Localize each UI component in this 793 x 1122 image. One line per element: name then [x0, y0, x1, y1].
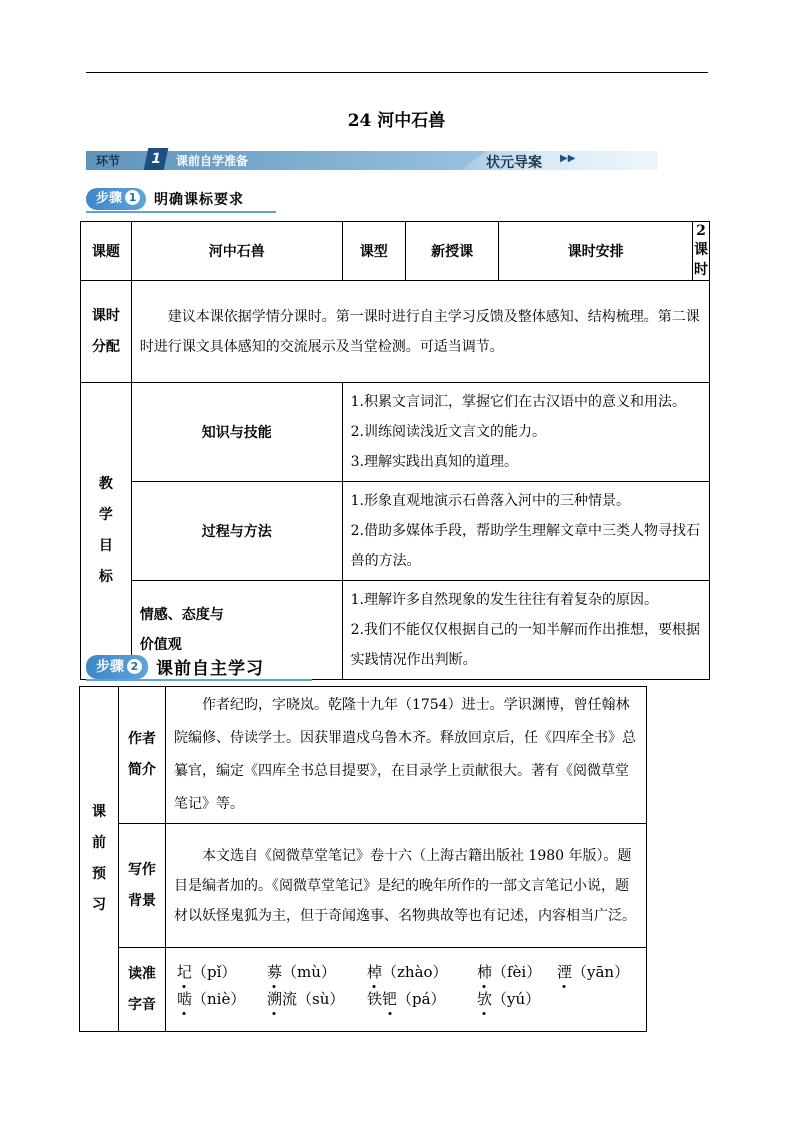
step2-badge-label: 步骤 [96, 658, 124, 675]
pron-item [177, 961, 267, 982]
step2-underline [86, 679, 312, 681]
value-cell: 2 课时 [693, 222, 710, 281]
pron-char: 啮 [176, 990, 192, 1008]
label-char: 教 [98, 476, 113, 492]
step1-header [86, 188, 244, 210]
pron-pinyin: （yān） [572, 963, 630, 981]
step2-badge [86, 655, 148, 679]
pron-pinyin: （sù） [297, 990, 345, 1008]
double-arrow-icon: ▶▶ [560, 153, 576, 164]
pron-item [367, 988, 477, 1009]
step2-title: 课前自主学习 [156, 659, 264, 679]
label-line: 简介 [127, 762, 156, 778]
label-char: 标 [98, 569, 113, 585]
goal-items [342, 383, 709, 482]
pron-char: 欤 [476, 990, 492, 1008]
value-cell: 河中石兽 [131, 222, 342, 281]
pron-pinyin: （niè） [192, 990, 246, 1008]
goal-item: 1.形象直观地演示石兽落入河中的三种情景。 [350, 493, 630, 509]
pron-item [177, 988, 267, 1009]
banner-tag: 环节 [96, 154, 121, 168]
label-char: 前 [91, 835, 106, 851]
table-row [80, 824, 647, 948]
pron-char: 募 [266, 963, 282, 981]
preview-table [79, 686, 647, 1032]
pron-pinyin: （yú） [492, 990, 541, 1008]
author-text: 作者纪昀，字晓岚。乾隆十九年（1754）进士。学识渊博，曾任翰林院编修、侍读学士。因获罪遣戍乌鲁木齐。释放回京后，任《四库全书》总纂官，编定《四库全书总目提要》，在目录学上贡献很大。著有《阅微草堂笔记》等。 [165, 687, 646, 824]
table-row [81, 281, 710, 383]
goal-category: 知识与技能 [131, 383, 342, 482]
header-rule [86, 72, 708, 73]
step1-badge-label: 步骤 [96, 191, 123, 206]
step1-badge [86, 188, 146, 210]
label-char: 习 [91, 897, 106, 913]
label-line: 价值观 [139, 637, 182, 653]
pron-pinyin: （mù） [282, 963, 336, 981]
header-cell: 课型 [342, 222, 405, 281]
goal-item: 1.积累文言词汇，掌握它们在古汉语中的意义和用法。 [350, 394, 686, 410]
table-row [80, 687, 647, 824]
banner-text: 课前自学准备 [176, 154, 249, 168]
value-cell: 新授课 [405, 222, 498, 281]
label-line: 字音 [127, 996, 156, 1013]
background-text: 本文选自《阅微草堂笔记》卷十六（上海古籍出版社 1980 年版）。题目是编者加的。《阅微草堂笔记》是纪的晚年所作的一部文言笔记小说，题材以妖怪鬼狐为主，但于奇闻逸事、名物典故等也有记述，内容相当广泛。 [165, 824, 646, 948]
label-char: 学 [98, 507, 113, 523]
table-row [81, 383, 710, 482]
label-line: 分配 [91, 338, 120, 355]
pron-char: 湮 [556, 963, 572, 981]
pron-pinyin: （fèi） [492, 963, 542, 981]
pron-pinyin: （pǐ） [192, 963, 237, 981]
step1-underline [86, 211, 276, 213]
pronunciation-grid [167, 949, 645, 1017]
goal-category: 过程与方法 [131, 482, 342, 581]
header-cell: 课题 [81, 222, 132, 281]
pron-item [367, 961, 477, 982]
label-line: 写作 [127, 861, 156, 878]
goal-label [81, 383, 132, 680]
pronunciation-label [118, 948, 165, 1032]
pron-pinyin: （zhào） [382, 963, 448, 981]
pron-char: 圮 [176, 963, 192, 981]
pron-item [477, 961, 557, 982]
label-line: 作者 [127, 731, 156, 747]
label-line: 课时 [91, 307, 120, 324]
goal-item: 2.我们不能仅仅根据自己的一知半解而作出推想，要根据实践情况作出判断。 [350, 622, 700, 668]
goal-items [342, 482, 709, 581]
pron-item [267, 988, 367, 1009]
step2-number: 2 [127, 659, 142, 674]
goal-items [342, 581, 709, 680]
label-char: 预 [91, 866, 106, 882]
pron-item [557, 961, 637, 982]
goal-item: 3.理解实践出真知的道理。 [350, 454, 518, 470]
label-line: 情感、态度与 [139, 607, 224, 623]
schedule-text: 建议本课依据学情分课时。第一课时进行自主学习反馈及整体感知、结构梳理。第二课时进行课文具体感知的交流展示及当堂检测。可适当调节。 [131, 281, 709, 383]
table-row [80, 948, 647, 1032]
label-char: 课 [91, 804, 106, 820]
pron-char: 棹 [366, 963, 382, 981]
banner-brand: 状元导案 [486, 155, 542, 171]
goal-item: 2.借助多媒体手段，帮助学生理解文章中三类人物寻找石兽的方法。 [350, 523, 700, 569]
step1-number: 1 [125, 190, 140, 205]
author-label [118, 687, 165, 824]
pron-rest: 流 [282, 990, 298, 1008]
header-cell: 课时安排 [499, 222, 693, 281]
banner-number: 1 [144, 148, 169, 170]
pron-pinyin: （pá） [397, 990, 446, 1008]
pron-char: 铁 [366, 990, 382, 1008]
label-char: 目 [98, 538, 113, 554]
step2-header [86, 654, 264, 679]
preview-side-label [80, 687, 119, 1032]
schedule-label [81, 281, 132, 383]
table-row [81, 222, 710, 281]
page-title: 24 河中石兽 [347, 111, 446, 131]
pron-char: 柿 [476, 963, 492, 981]
pron-rest: 钯 [382, 990, 398, 1008]
step1-title: 明确课标要求 [154, 192, 245, 208]
background-label [118, 824, 165, 948]
goal-item: 2.训练阅读浅近文言文的能力。 [350, 424, 546, 440]
pron-item [477, 988, 557, 1009]
goal-item: 1.理解许多自然现象的发生往往有着复杂的原因。 [350, 592, 658, 608]
label-line: 背景 [127, 892, 156, 909]
pron-char: 溯 [266, 990, 282, 1008]
pronunciation-cell [165, 948, 646, 1032]
table-row [81, 482, 710, 581]
course-info-table [80, 221, 710, 680]
label-line: 读准 [127, 965, 156, 982]
pron-item [267, 961, 367, 982]
